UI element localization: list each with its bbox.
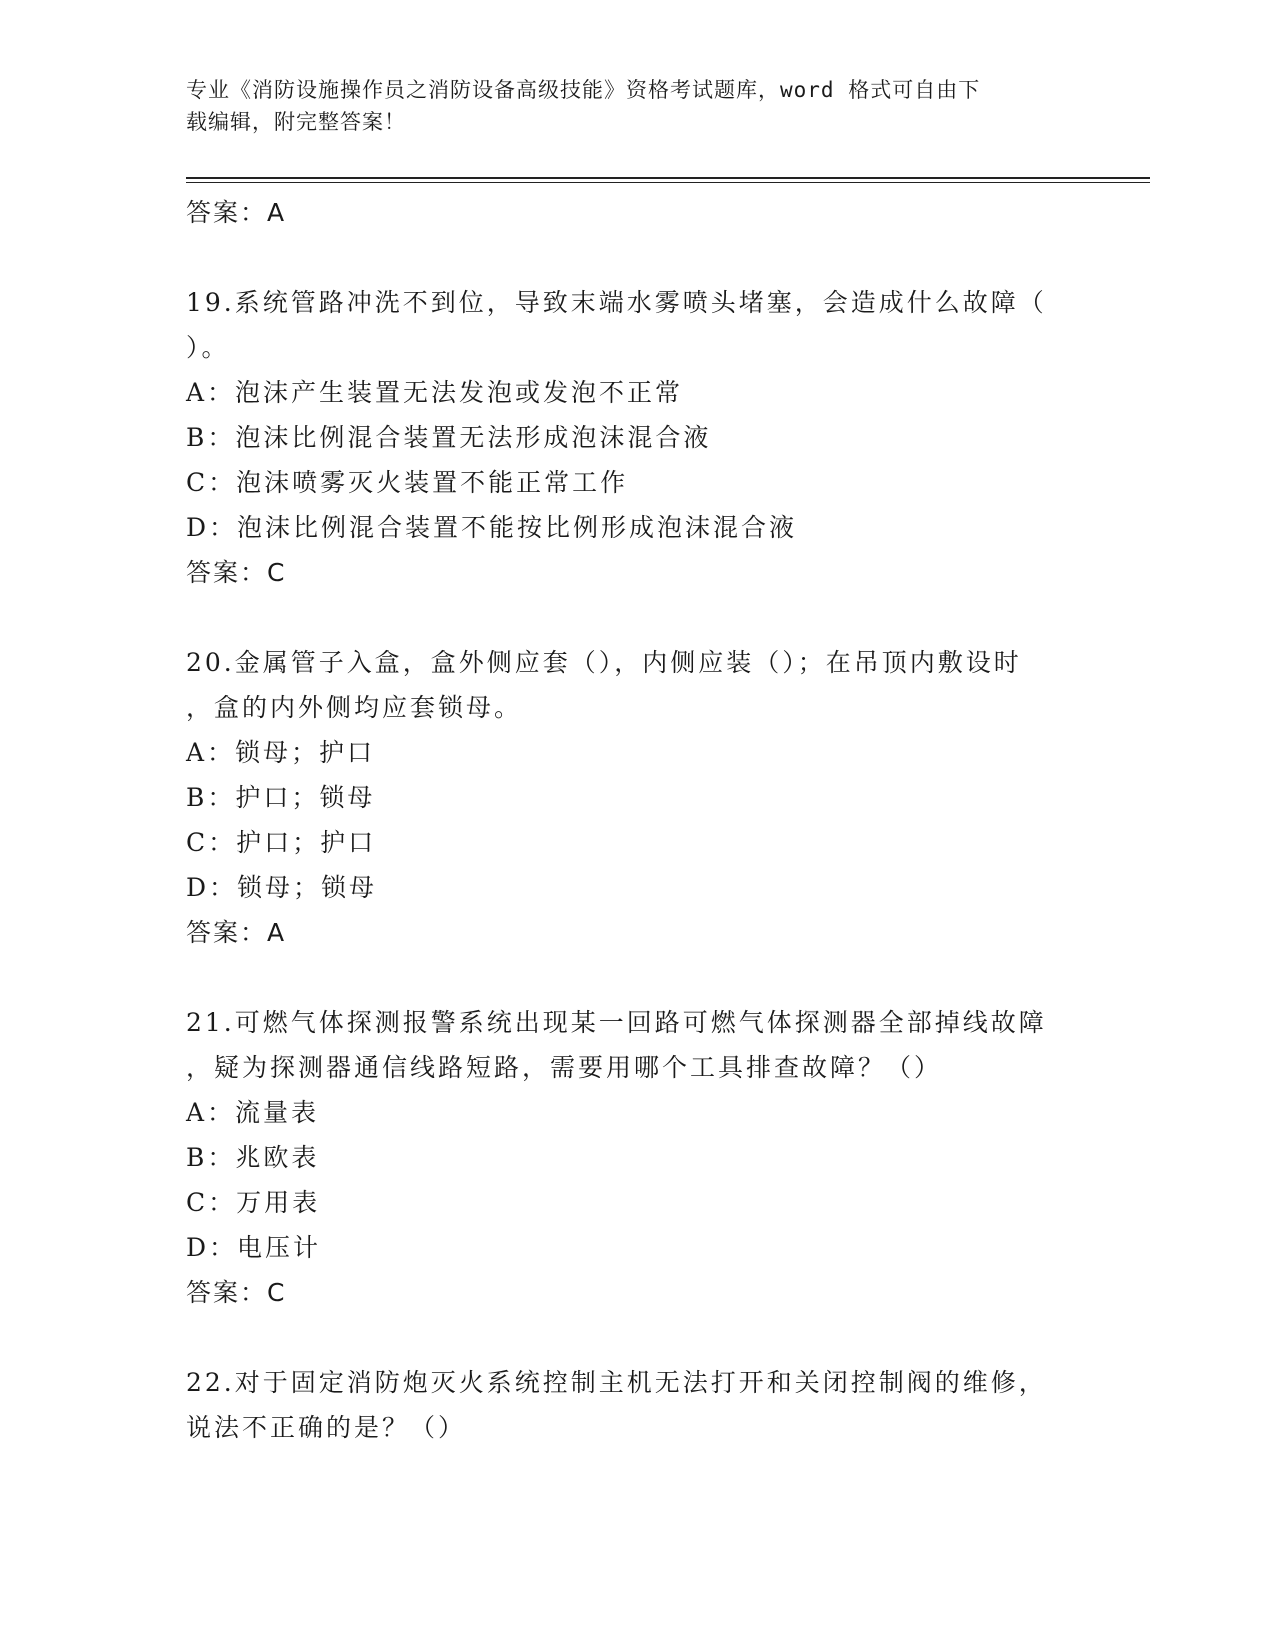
page-header [186, 74, 1086, 138]
question-text-continued: ）。 [186, 333, 230, 362]
option-a: A：泡沫产生装置无法发泡或发泡不正常 [186, 378, 684, 407]
header-divider-thin [186, 182, 1150, 183]
answer-line: 答案：C [186, 1278, 287, 1307]
answer-line: 答案：A [186, 198, 287, 227]
header-divider [186, 177, 1150, 179]
answer-line: 答案：A [186, 918, 287, 947]
option-c: C：万用表 [186, 1188, 321, 1217]
question-22 [186, 1360, 1136, 1450]
option-d: D：锁母；锁母 [186, 873, 378, 902]
header-line-1: 专业《消防设施操作员之消防设备高级技能》资格考试题库，word 格式可自由下 [186, 78, 981, 102]
question-text: 19.系统管路冲洗不到位，导致末端水雾喷头堵塞，会造成什么故障（ [186, 288, 1047, 317]
option-b: B：兆欧表 [186, 1143, 320, 1172]
question-text: 22.对于固定消防炮灭火系统控制主机无法打开和关闭控制阀的维修， [186, 1368, 1047, 1397]
answer-line: 答案：C [186, 558, 287, 587]
option-b: B：泡沫比例混合装置无法形成泡沫混合液 [186, 423, 712, 452]
option-b: B：护口；锁母 [186, 783, 376, 812]
option-c: C：护口；护口 [186, 828, 377, 857]
option-a: A：锁母；护口 [186, 738, 376, 767]
question-text-continued: 说法不正确的是？（） [186, 1413, 467, 1442]
question-text: 20.金属管子入盒，盒外侧应套（），内侧应装（）；在吊顶内敷设时 [186, 648, 1022, 677]
question-list [186, 190, 1136, 1450]
question-19 [186, 280, 1136, 595]
question-text-continued: ，疑为探测器通信线路短路，需要用哪个工具排查故障？（） [186, 1053, 943, 1082]
question-text-continued: ，盒的内外侧均应套锁母。 [186, 693, 523, 722]
question-text: 21.可燃气体探测报警系统出现某一回路可燃气体探测器全部掉线故障 [186, 1008, 1047, 1037]
header-line-2: 载编辑，附完整答案！ [186, 110, 406, 134]
option-a: A：流量表 [186, 1098, 320, 1127]
option-d: D：电压计 [186, 1233, 322, 1262]
option-c: C：泡沫喷雾灭火装置不能正常工作 [186, 468, 629, 497]
option-d: D：泡沫比例混合装置不能按比例形成泡沫混合液 [186, 513, 798, 542]
question-21 [186, 1000, 1136, 1315]
question-20 [186, 640, 1136, 955]
